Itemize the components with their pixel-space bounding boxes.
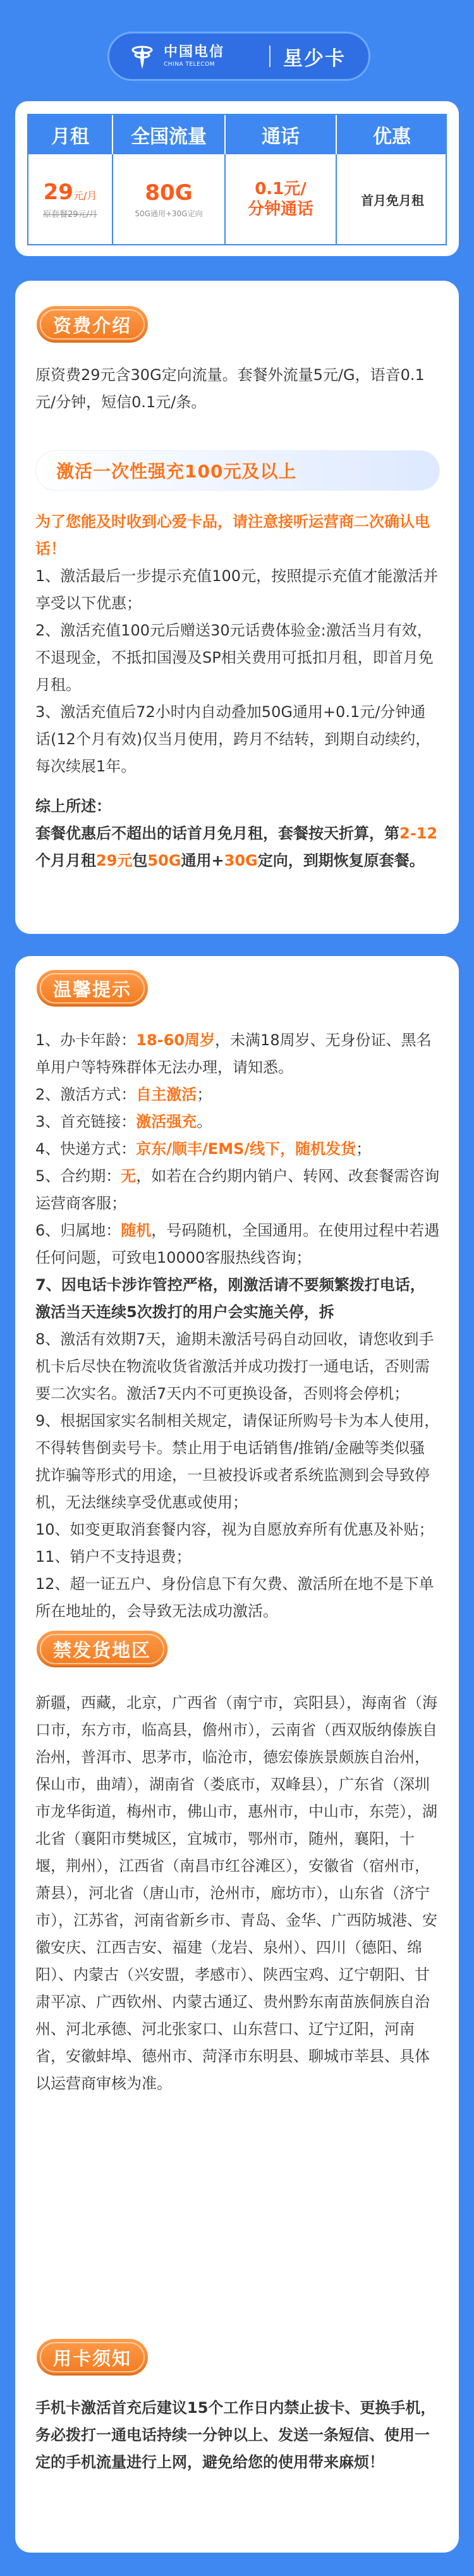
monthly-price: 29 [43,179,73,205]
product-name: 星少卡 [283,47,346,70]
tip-3-value: 激活强充 [136,1113,197,1131]
tip-6 [35,1217,440,1272]
header-divider [269,46,270,67]
call-line2: 分钟通话 [247,200,313,219]
tip-3 [35,1108,440,1136]
tip-2-label: 2、激活方式： [35,1086,137,1103]
fees-title-tag: 资费介绍 [37,306,148,343]
tip-1-label: 1、办卡年龄： [35,1031,137,1049]
summary-card [15,101,459,256]
summary-general: 50G [147,852,181,869]
forbidden-title-tag: 禁发货地区 [37,1631,167,1667]
monthly-unit: 元/月 [73,189,97,202]
summary-part-c: 包 [132,852,148,869]
flow-total: 80G [145,180,193,205]
summary-table [27,114,447,245]
tip-1-rest: ，未满18周岁、无身份证、黑名单用户等特殊群体无法办理，请知悉。 [35,1031,432,1076]
fees-card [15,281,459,934]
fees-summary-title: 综上所述： [35,797,111,815]
fees-details [35,508,440,874]
fees-warning: 为了您能及时收到心爱卡品，请注意接听运营商二次确认电话！ [35,513,430,558]
usage-text: 手机卡激活首充后建议15个工作日内禁止拔卡、更换手机，务必拨打一通电话持续一分钟以上、发送一条短信、使用一定的手机流量进行上网，避免给您的使用带来麻烦！ [35,2399,436,2471]
fees-intro: 原资费29元含30G定向流量。套餐外流量5元/G，语音0.1元/分钟，短信0.1元/条。 [35,366,425,411]
tip-12: 12、超一证五户、身份信息下有欠费、激活所在地不是下单所在地址的，会导致无法成功激活。 [35,1575,434,1620]
tip-8: 8、激活有效期7天，逾期未激活号码自动回收，请您收到手机卡后尽快在物流收货省激活并成功拨打一通电话，否则需要二次实名。激活7天内不可更换设备，否则将会停机； [35,1330,434,1402]
fees-item-2: 2、激活充值100元后赠送30元话费体验金:激活当月有效，不退现金，不抵扣国漫及SP相关费用可抵扣月租，即首月免月租。 [35,622,434,694]
summary-part-d: 通用+ [181,852,224,869]
price-row [44,180,97,205]
tip-4-rest: ； [356,1140,372,1158]
tip-1 [35,1027,440,1081]
tip-9: 9、根据国家实名制相关规定，请保证所购号卡为本人使用，不得转售倒卖号卡。禁止用于电话销售/推销/金融等类似骚扰诈骗等形式的用途，一旦被投诉或者系统监测到会导致停机，无法继续享受优惠或使用； [35,1412,440,1511]
column-header-flow: 全国流量 [113,115,226,154]
brand-name-cn: 中国电信 [164,44,225,60]
summary-directed: 30G [224,852,258,869]
column-header-monthly: 月租 [28,115,113,154]
summary-price: 29元 [96,852,133,869]
column-header-call: 通话 [226,115,337,154]
china-telecom-logo-icon [127,41,157,71]
tip-5-label: 5、合约期： [35,1167,121,1185]
summary-part-a: 套餐优惠后不超出的话首月免月租，套餐按天折算，第 [35,825,399,842]
tips-title-tag: 温馨提示 [37,970,148,1007]
cell-promo [337,154,448,244]
promo-text: 首月免月租 [361,192,424,208]
column-header-promo: 优惠 [337,115,448,154]
tip-2-rest: ； [197,1086,212,1103]
tip-5 [35,1163,440,1217]
call-line1: 0.1元/ [255,179,307,199]
tip-5-value: 无 [121,1167,137,1185]
tips-card [15,956,459,2553]
tip-6-value: 随机 [121,1222,152,1239]
tip-6-label: 6、归属地： [35,1222,121,1239]
tip-1-value: 18-60周岁 [136,1031,216,1049]
summary-part-b: 个月月租 [35,852,96,869]
tips-list [35,1027,440,1625]
tip-2-value: 自主激活 [136,1086,197,1103]
tip-11: 11、销户不支持退费； [35,1548,191,1566]
cell-flow [113,154,226,244]
cell-monthly [28,154,113,244]
fees-item-1: 1、激活最后一步提示充值100元，按照提示充值才能激活并享受以下优惠； [35,567,439,612]
usage-title-tag: 用卡须知 [37,2339,148,2376]
fees-summary [35,820,440,874]
brand-text [164,46,224,68]
summary-months: 2-12 [399,825,438,842]
fees-banner: 激活一次性强充100元及以上 [35,450,440,491]
tip-3-label: 3、首充链接： [35,1113,137,1131]
brand-name-en: CHINA TELECOM [164,61,215,68]
tip-3-rest: 。 [197,1113,212,1131]
fees-item-3: 3、激活充值后72小时内自动叠加50G通用+0.1元/分钟通话(12个月有效)仅当月使用，跨月不结转，到期自动续约，每次续展1年。 [35,703,431,775]
cell-call [226,154,337,244]
tip-4-value: 京东/顺丰/EMS/线下，随机发货 [136,1140,356,1158]
tip-4 [35,1136,440,1163]
tip-2 [35,1081,440,1108]
header-pill [107,32,370,81]
tip-5-rest: ，如若在合约期内销户、转网、改套餐需咨询运营商客服； [35,1167,440,1212]
tip-10: 10、如变更取消套餐内容，视为自愿放弃所有优惠及补贴； [35,1521,434,1538]
brand [127,41,257,71]
summary-part-e: 定向，到期恢复原套餐。 [257,852,425,869]
tip-6-rest: ，号码随机，全国通用。在使用过程中若遇任何问题，可致电10000客服热线咨询； [35,1222,440,1267]
flow-detail: 50G通用+30G定向 [135,209,203,218]
original-price: 原套餐29元/月 [43,209,97,219]
forbidden-text: 新疆，西藏，北京，广西省（南宁市，宾阳县），海南省（海口市，东方市，临高县，儋州市），云南省（西双版纳傣族自治州，普洱市、思茅市，临沧市，德宏傣族景颇族自治州，保山市，曲靖），湖南省（娄底市，双峰县），广东省（深圳市龙华街道，梅州市，佛山市，惠州市，中山市，东莞），湖北省（襄阳市樊城区，宜城市，鄂州市，随州，襄阳，十堰，荆州），江西省（南昌市红谷滩区），安徽省（宿州市，萧县），河北省（唐山市，沧州市，廊坊市），山东省（济宁市），江苏省，河南省新乡市、青岛、金华、广西防城港、安徽安庆、江西吉安、福建（龙岩、泉州）、四川（德阳、绵阳）、内蒙古（兴安盟，孝感市）、陕西宝鸡、辽宁朝阳、甘肃平凉、广西钦州、内蒙古通辽、贵州黔东南苗族侗族自治州、河北承德、河北张家口、山东营口、辽宁辽阳，河南省，安徽蚌埠、德州市、菏泽市东明县、聊城市莘县、具体以运营商审核为准。 [35,1694,437,2092]
tip-7: 7、因电话卡涉诈管控严格，刚激活请不要频繁拨打电话，激活当天连续5次拨打的用户会实施关停，拆 [35,1276,425,1321]
tip-4-label: 4、快递方式： [35,1140,137,1158]
